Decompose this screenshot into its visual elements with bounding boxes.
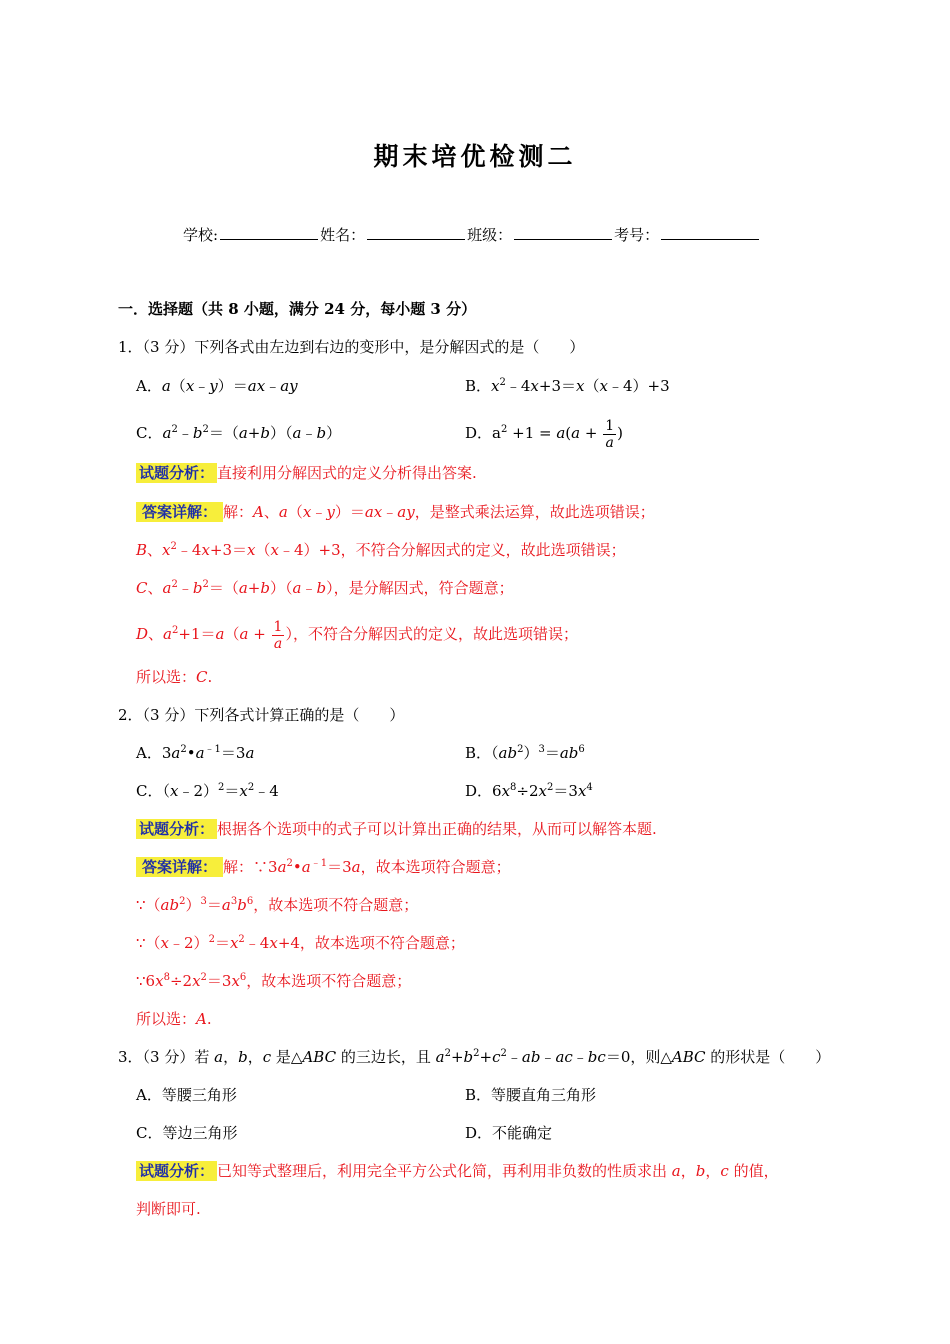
q1-detail-3: C、$a^2﹣b^2=(a+b)(a﹣b)$，是分解因式，符合题意； xyxy=(136,579,514,597)
fraction-1-over-a: $\frac{1}{a}$ xyxy=(605,417,615,451)
q3-analysis-cont: 判断即可. xyxy=(136,1200,201,1218)
q2-detail-4: $\because 6x^8\div 2x^2=3x^6$，故本选项不符合题意； xyxy=(136,972,412,990)
school-blank xyxy=(220,225,318,240)
q2-answer: 所以选：A. xyxy=(136,1010,212,1028)
q1-option-b: B．$x^2﹣4x+3=x(x﹣4)+3$ xyxy=(465,377,670,395)
q1-detail-2: B、$x^2﹣4x+3=x(x﹣4)+3$，不符合分解因式的定义，故此选项错误； xyxy=(136,541,626,559)
q3-stem: 3．（3 分）若 a，b，c 是△ABC 的三边长，且 $a^2+b^2+c^2﹣ab﹣ac﹣bc=0$，则△ABC 的形状是（ ） xyxy=(118,1048,831,1066)
section-heading: 一．选择题（共 8 小题，满分 24 分，每小题 3 分） xyxy=(118,300,477,318)
class-label: 班级： xyxy=(467,226,513,244)
q3-option-b: B．等腰直角三角形 xyxy=(465,1086,597,1104)
q2-option-d: D．$6x^8\div 2x^2=3x^4$ xyxy=(465,782,593,800)
q1-detail-4: D、$a^2+1=a(a$ + $\frac{1}{a}$ ），不符合分解因式的定义，故此选项错误； xyxy=(136,618,578,652)
student-info-row xyxy=(183,225,761,245)
class-blank xyxy=(514,225,612,240)
q2-option-c: C．$(x﹣2)^2=x^2﹣4$ xyxy=(136,782,279,800)
q2-option-a: A．$3a^2•a^{﹣1}=3a$ xyxy=(136,744,255,762)
detail-tag: 答案详解： xyxy=(136,502,223,522)
q3-option-c: C．等边三角形 xyxy=(136,1124,238,1142)
q1-stem: 1．（3 分）下列各式由左边到右边的变形中，是分解因式的是（ ） xyxy=(118,338,585,356)
q3-analysis: 试题分析： 已知等式整理后，利用完全平方公式化简，再利用非负数的性质求出 a，b，c 的值， xyxy=(136,1161,779,1181)
name-blank xyxy=(367,225,465,240)
number-blank xyxy=(661,225,759,240)
q2-detail-1: 答案详解： 解：$\because 3a^2•a^{﹣1}=3a$，故本选项符合题意； xyxy=(136,857,511,877)
q2-stem: 2．（3 分）下列各式计算正确的是（ ） xyxy=(118,706,405,724)
q3-option-a: A．等腰三角形 xyxy=(136,1086,237,1104)
q2-detail-2: $\because(ab^2)^3=a^3b^6$，故本选项不符合题意； xyxy=(136,896,419,914)
q1-analysis: 试题分析： 直接利用分解因式的定义分析得出答案. xyxy=(136,463,477,483)
q3-option-d: D．不能确定 xyxy=(465,1124,553,1142)
school-label: 学校: xyxy=(183,226,219,244)
number-label: 考号： xyxy=(614,226,660,244)
q2-option-b: B．$(ab^2)^3=ab^6$ xyxy=(465,744,585,762)
q1-option-a: A．a（x﹣y）＝ax﹣ay xyxy=(136,377,298,395)
q1-option-d: D．$a^2 +1 = a(a$ + $\frac{1}{a}$ ) xyxy=(465,417,623,451)
q1-answer: 所以选：C. xyxy=(136,668,213,686)
q2-analysis: 试题分析： 根据各个选项中的式子可以计算出正确的结果，从而可以解答本题. xyxy=(136,819,657,839)
q1-option-c: C．$a^2﹣b^2=(a+b)(a﹣b)$ xyxy=(136,424,342,442)
page-title: 期末培优检测二 xyxy=(373,142,577,171)
name-label: 姓名： xyxy=(320,226,366,244)
q2-detail-3: $\because(x﹣2)^2=x^2﹣4x+4$，故本选项不符合题意； xyxy=(136,934,465,952)
analysis-tag: 试题分析： xyxy=(136,463,217,483)
q1-detail-1: 答案详解： 解：A、a（x﹣y）＝ax﹣ay，是整式乘法运算，故此选项错误； xyxy=(136,502,655,522)
